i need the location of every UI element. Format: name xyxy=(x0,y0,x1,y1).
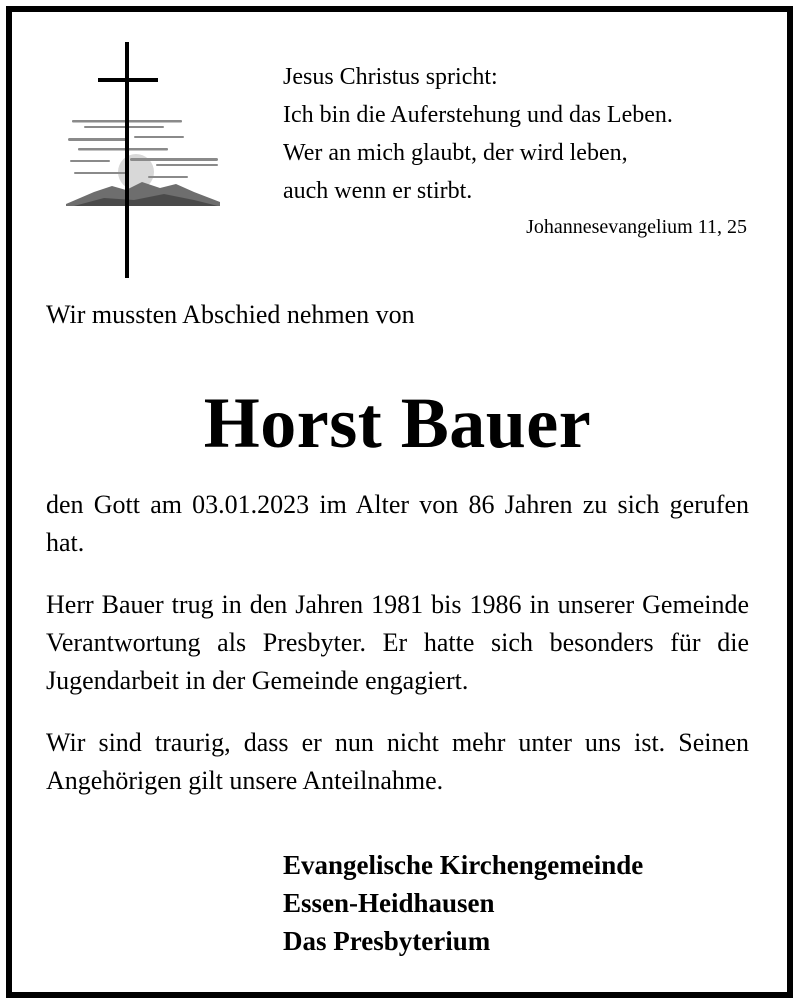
paragraph-death-notice: den Gott am 03.01.2023 im Alter von 86 Jahren zu sich gerufen hat. xyxy=(46,490,749,557)
quote-line: auch wenn er stirbt. xyxy=(283,178,473,204)
deceased-name: Horst Bauer xyxy=(203,383,592,463)
paragraph-service: Herr Bauer trug in den Jahren 1981 bis 1986 in unserer Gemeinde Verantwortung als Presbyter. Er hatte sich besonders für die Jugendarbeit in der Gemeinde engagiert. xyxy=(46,590,749,695)
intro-text: Wir mussten Abschied nehmen von xyxy=(46,300,415,329)
signature-block xyxy=(283,846,643,960)
paragraph-condolence: Wir sind traurig, dass er nun nicht mehr unter uns ist. Seinen Angehörigen gilt unsere Anteilnahme. xyxy=(46,728,749,795)
signature-line: Evangelische Kirchengemeinde xyxy=(283,850,644,880)
signature-line: Das Presbyterium xyxy=(283,926,491,956)
quote-line: Jesus Christus spricht: xyxy=(283,64,498,90)
quote-line: Ich bin die Auferstehung und das Leben. xyxy=(283,102,673,128)
quote-line: Wer an mich glaubt, der wird leben, xyxy=(283,140,628,166)
signature-line: Essen-Heidhausen xyxy=(283,888,495,918)
cross-landscape-icon xyxy=(64,42,224,278)
bible-quote xyxy=(283,58,753,210)
quote-source: Johannesevangelium 11, 25 xyxy=(526,216,747,238)
